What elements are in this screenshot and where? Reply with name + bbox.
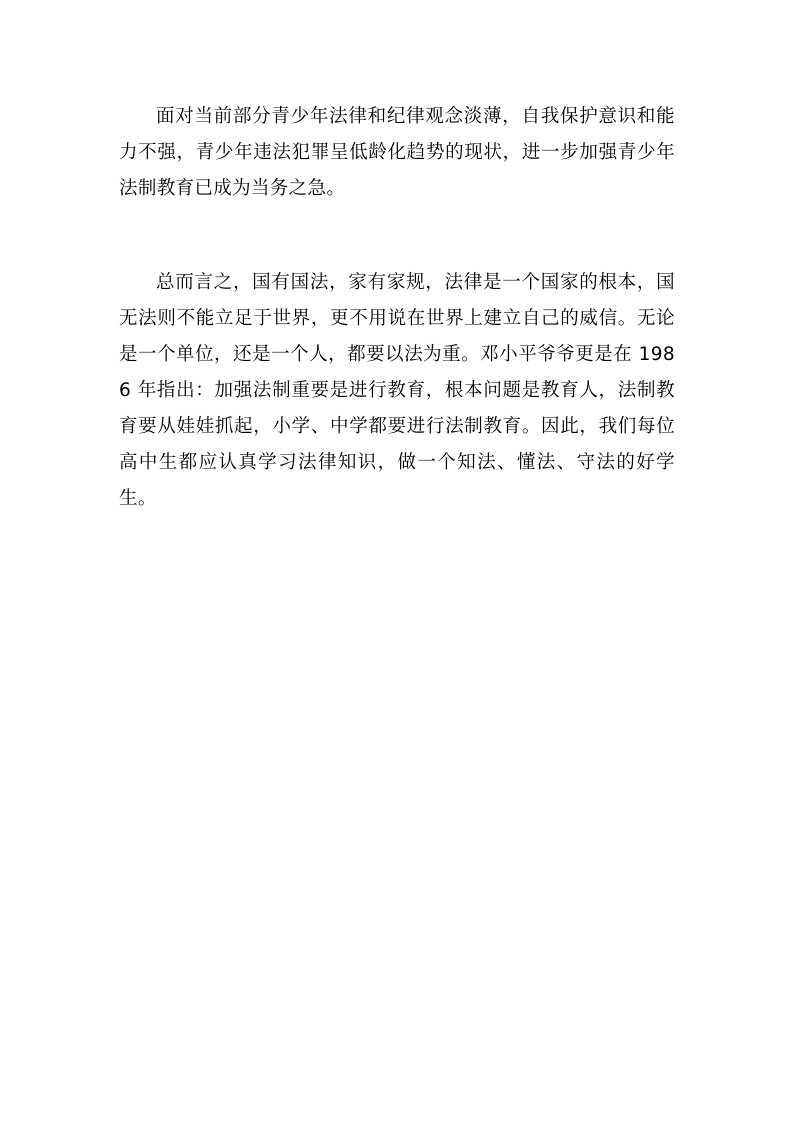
body-paragraph-1: 面对当前部分青少年法律和纪律观念淡薄，自我保护意识和能力不强，青少年违法犯罪呈低龄化趋势的现状，进一步加强青少年法制教育已成为当务之急。: [119, 106, 675, 199]
body-paragraph-2: 总而言之，国有国法，家有家规，法律是一个国家的根本，国无法则不能立足于世界，更不用说在世界上建立自己的威信。无论是一个单位，还是一个人，都要以法为重。邓小平爷爷更是在 1986 年指出：加强法制重要是进行教育，根本问题是教育人，法制教育要从娃娃抓起，小学、中学都要进行法制教育。因此，我们每位高中生都应认真学习法律知识，做一个知法、懂法、守法的好学生。: [119, 272, 675, 509]
